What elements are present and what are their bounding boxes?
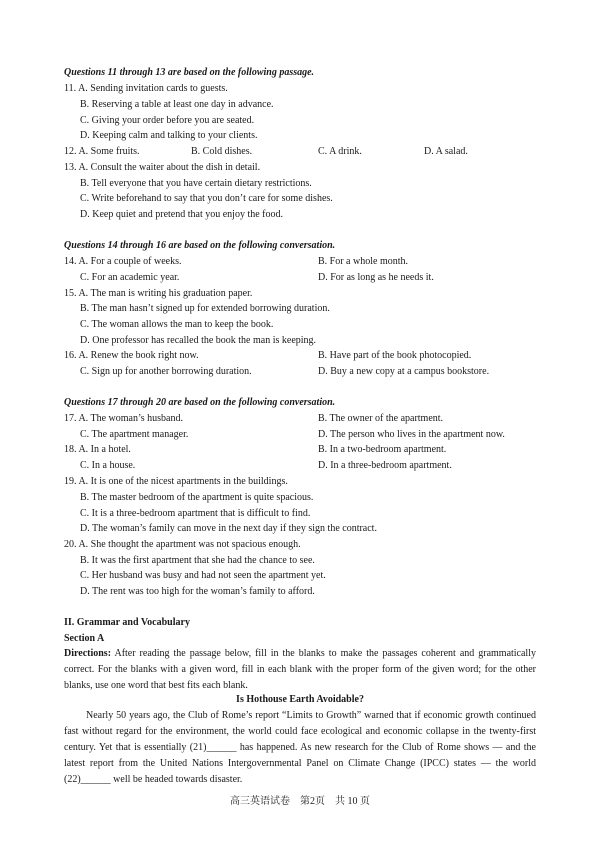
section-label: Section A — [64, 633, 105, 644]
q20-option-d: D. The rent was too high for the woman’s family to afford. — [80, 586, 315, 597]
q11-option-c: C. Giving your order before you are seated. — [80, 115, 255, 126]
q15-option-d: D. One professor has recalled the book the man is keeping. — [80, 335, 317, 346]
q11-option-d: D. Keeping calm and talking to your clients. — [80, 130, 258, 141]
part-title: II. Grammar and Vocabulary — [64, 617, 190, 628]
section-header-q17-20: Questions 17 through 20 are based on the following conversation. — [64, 397, 336, 408]
q15-option-a: 15. A. The man is writing his graduation paper. — [64, 288, 253, 299]
q14-option-a: 14. A. For a couple of weeks. — [64, 256, 182, 267]
q15-option-b: B. The man hasn’t signed up for extended borrowing duration. — [80, 303, 330, 314]
q20-option-a: 20. A. She thought the apartment was not spacious enough. — [64, 539, 301, 550]
q17-option-b: B. The owner of the apartment. — [318, 413, 444, 424]
q13-option-d: D. Keep quiet and pretend that you enjoy the food. — [80, 209, 283, 220]
q18-option-d: D. In a three-bedroom apartment. — [318, 460, 452, 471]
q16-option-c: C. Sign up for another borrowing duration. — [80, 366, 252, 377]
q16-option-b: B. Have part of the book photocopied. — [318, 350, 472, 361]
directions-label: Directions: — [64, 648, 112, 659]
q14-option-c: C. For an academic year. — [80, 272, 180, 283]
q11-option-a: 11. A. Sending invitation cards to guests. — [64, 83, 228, 94]
q20-option-b: B. It was the first apartment that she had the chance to see. — [80, 555, 315, 566]
q19-option-d: D. The woman’s family can move in the next day if they sign the contract. — [80, 523, 377, 534]
q19-option-b: B. The master bedroom of the apartment is quite spacious. — [80, 492, 314, 503]
q17-option-d: D. The person who lives in the apartment now. — [318, 429, 505, 440]
q16-option-d: D. Buy a new copy at a campus bookstore. — [318, 366, 490, 377]
q20-option-c: C. Her husband was busy and had not seen the apartment yet. — [80, 570, 326, 581]
q12-option-d: D. A salad. — [424, 146, 468, 157]
section-header-q14-16: Questions 14 through 16 are based on the following conversation. — [64, 240, 336, 251]
q19-option-c: C. It is a three-bedroom apartment that is difficult to find. — [80, 508, 311, 519]
q17-option-a: 17. A. The woman’s husband. — [64, 413, 183, 424]
q18-option-a: 18. A. In a hotel. — [64, 444, 131, 455]
q19-option-a: 19. A. It is one of the nicest apartments in the buildings. — [64, 476, 288, 487]
passage-title: Is Hothouse Earth Avoidable? — [236, 694, 364, 705]
directions — [64, 646, 536, 694]
q13-option-c: C. Write beforehand to say that you don’t care for some dishes. — [80, 193, 333, 204]
q18-option-c: C. In a house. — [80, 460, 136, 471]
q13-option-a: 13. A. Consult the waiter about the dish in detail. — [64, 162, 261, 173]
q18-option-b: B. In a two-bedroom apartment. — [318, 444, 447, 455]
q14-option-b: B. For a whole month. — [318, 256, 408, 267]
q14-option-d: D. For as long as he needs it. — [318, 272, 434, 283]
q11-option-b: B. Reserving a table at least one day in advance. — [80, 99, 274, 110]
page-footer: 高三英语试卷 第2页 共 10 页 — [230, 796, 370, 807]
q15-option-c: C. The woman allows the man to keep the book. — [80, 319, 274, 330]
q13-option-b: B. Tell everyone that you have certain dietary restrictions. — [80, 178, 312, 189]
section-header-q11-13: Questions 11 through 13 are based on the following passage. — [64, 67, 315, 78]
q12-option-a: 12. A. Some fruits. — [64, 146, 140, 157]
q12-option-b: B. Cold dishes. — [191, 146, 253, 157]
passage-body: Nearly 50 years ago, the Club of Rome’s report “Limits to Growth” warned that if economic growth continued fast without regard for the environment, the world could face ecological and economic collapse in the twenty-first century. Yet that is essentially (21)______ has happened. As new research for the Club of Rome shows — and the latest report from the United Nations Intergovernmental Panel on Climate Change (IPCC) states — the world (22)______ well be headed towards disaster. — [64, 710, 536, 785]
q12-option-c: C. A drink. — [318, 146, 362, 157]
q16-option-a: 16. A. Renew the book right now. — [64, 350, 199, 361]
directions-text: After reading the passage below, fill in the blanks to make the passages coherent and grammatically correct. For the blanks with a given word, fill in each blank with the proper form of the given word; for the other blanks, use one word that best fits each blank. — [64, 648, 536, 691]
q17-option-c: C. The apartment manager. — [80, 429, 189, 440]
